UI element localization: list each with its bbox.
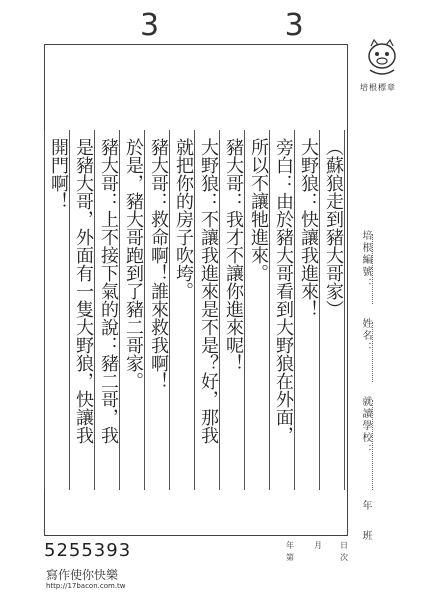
writing-column: 開門啊！ [48, 138, 69, 210]
footer-slogan: 寫作使你快樂 [46, 568, 119, 582]
column-rule [119, 130, 146, 490]
writing-column: 豬大哥：救命啊！誰來救我啊！ [148, 138, 169, 390]
date-year: 年 [286, 541, 294, 550]
column-rule [269, 130, 296, 490]
logo-label: 培根標章 [360, 83, 396, 92]
label-code: 培根編號： [360, 230, 371, 290]
logo [364, 36, 400, 78]
column-rule [319, 130, 346, 490]
column-rule [169, 130, 196, 490]
line-code [372, 234, 373, 304]
column-rule [94, 130, 121, 490]
label-school: 就讀學校： [360, 396, 371, 456]
column-rule [44, 130, 71, 490]
writing-column: 是豬大哥，外面有一隻大野狼，快讓我 [73, 138, 94, 444]
writing-column: 所以不讓牠進來。 [248, 138, 269, 282]
label-grade: 年 [360, 500, 371, 512]
writing-column: 就把你的房子吹垮。 [173, 138, 194, 300]
label-order: 第 [286, 553, 294, 562]
pig-mascot-icon [364, 36, 400, 78]
date-month: 月 [314, 541, 322, 550]
column-rule [194, 130, 221, 490]
column-rule [219, 130, 246, 490]
top-handwritten-marks: 3 3 [140, 8, 362, 43]
writing-column: 大野狼：快讓我進來！ [298, 138, 319, 318]
column-rule [244, 130, 271, 490]
writing-column: 豬大哥：上不接下氣的說：豬二哥，我 [98, 138, 119, 444]
footer-code: 5255393 [44, 540, 132, 561]
label-times: 次 [340, 553, 348, 562]
label-name: 姓名： [360, 318, 371, 354]
writing-column: 於是，豬大哥跑到了豬二哥家。 [123, 138, 144, 390]
writing-column: 大野狼：不讓我進來是不是？好，那我 [198, 138, 219, 444]
writing-column: （蘇狼走到豬大哥家） [323, 138, 344, 318]
line-name [372, 322, 373, 382]
column-rule [69, 130, 96, 490]
writing-column: 豬大哥：我才不讓你進來呢！ [223, 138, 244, 372]
line-school [372, 400, 373, 490]
writing-column: 旁白：由於豬大哥看到大野狼在外面， [273, 138, 294, 444]
column-rule [144, 130, 171, 490]
date-day: 日 [340, 541, 348, 550]
column-rule [294, 130, 321, 490]
footer-url: http://17bacon.com.tw [46, 582, 126, 590]
label-class: 班 [360, 530, 371, 542]
